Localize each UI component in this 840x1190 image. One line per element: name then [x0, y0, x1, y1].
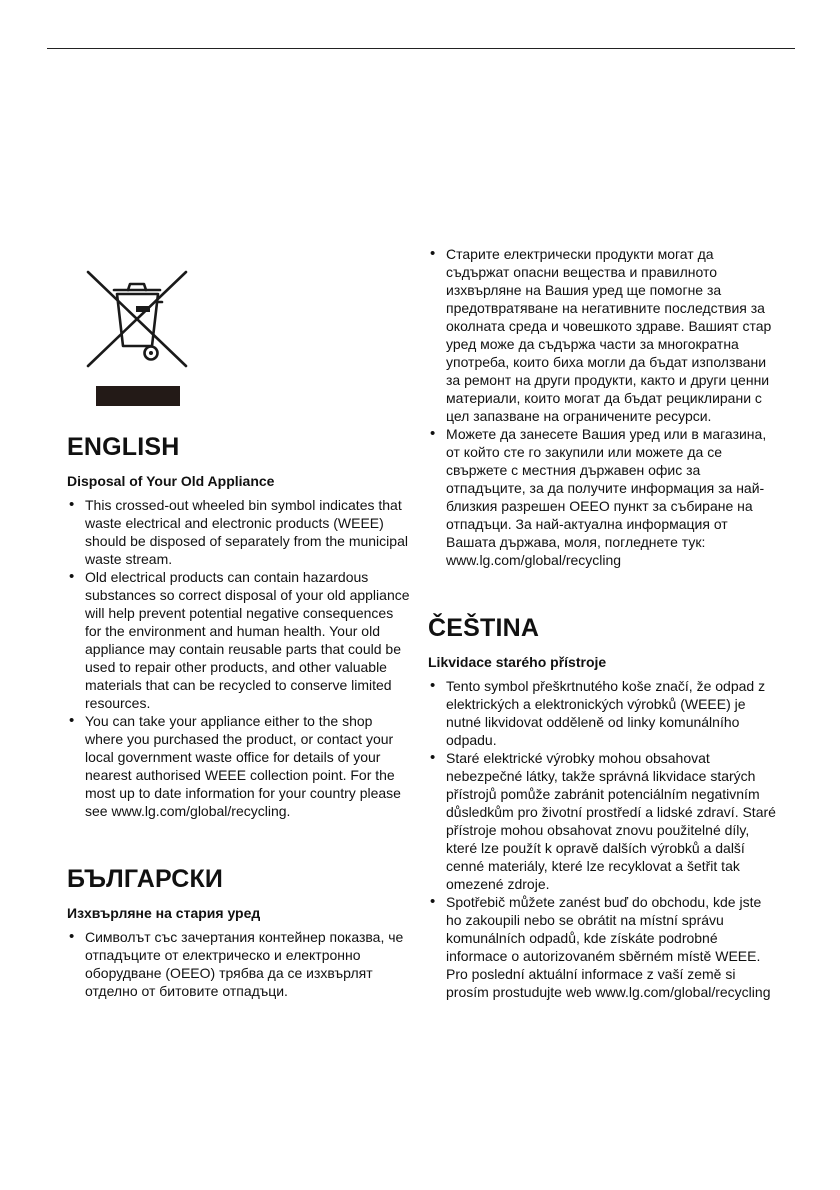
list-item: • You can take your appliance either to the shop where you purchased the product, or contact your local government waste office for details of your nearest authorised WEEE collection point. For the most up to date information for your country please see www.lg.com/global/recycling.: [67, 712, 412, 820]
czech-subtitle: Likvidace starého přístroje: [428, 654, 607, 670]
list-item: • Old electrical products can contain hazardous substances so correct disposal of your old appliance will help prevent potential negative consequences for the environment and human health. Your old appliance may contain reusable parts that could be used to repair other products, and other valuable materials that can be recycled to conserve limited resources.: [67, 568, 412, 712]
list-item: • Spotřebič můžete zanést buď do obchodu, kde jste ho zakoupili nebo se obrátit na místní správu komunálních odpadů, kde získáte podrobné informace o autorizovaném sběrném místě WEEE. Pro poslední aktuální informace z vaší země si prosím prostudujte web www.lg.com/global/recycling: [428, 893, 780, 1001]
bulgarian-bullet-list: [67, 928, 412, 1000]
list-item: • This crossed-out wheeled bin symbol indicates that waste electrical and electronic products (WEEE) should be disposed of separately from the municipal waste stream.: [67, 496, 412, 568]
bulgarian-heading: БЪЛГАРСКИ: [67, 865, 224, 893]
czech-bullet-list: [428, 677, 780, 1001]
section-english: [67, 432, 412, 820]
english-heading: ENGLISH: [67, 433, 180, 461]
section-bulgarian: [67, 864, 412, 1000]
weee-crossed-bin-symbol: [84, 268, 192, 408]
english-bullet-list: [67, 496, 412, 820]
list-item: • Символът със зачертания контейнер показва, че отпадъците от електрическо и електронно оборудване (ОЕЕО) трябва да се изхвърлят отделно от битовите отпадъци.: [67, 928, 412, 1000]
list-item: • Tento symbol přeškrtnutého koše značí, že odpad z elektrických a elektronických výrobků (WEEE) je nutné likvidovat odděleně od linky komunálního odpadu.: [428, 677, 780, 749]
english-subtitle: Disposal of Your Old Appliance: [67, 473, 275, 489]
bulgarian-subtitle: Изхвърляне на стария уред: [67, 905, 261, 921]
section-czech: [428, 613, 780, 1001]
list-item: • Старите електрически продукти могат да съдържат опасни вещества и правилното изхвърляне на Вашия уред ще помогне за предотвратяване на негативните последствия за околната среда и човешкото здраве. Вашият стар уред може да съдържа части за многократна употреба, които биха могли да бъдат използвани за ремонт на други продукти, както и други ценни материали, които могат да бъдат рециклирани с цел запазване на ограничените ресурси.: [428, 245, 780, 425]
right-column: [428, 245, 780, 1001]
left-column: [67, 432, 412, 1000]
bulgarian-bullet-list-continued: [428, 245, 780, 569]
list-item: • Можете да занесете Вашия уред или в магазина, от който сте го закупили или можете да се свържете с местния държавен офис за отпадъците, за да получите информация за най-близкия разрешен ОЕЕО пункт за събиране на отпадъци. За най-актуална информация от Вашата държава, моля, погледнете тук: www.lg.com/global/recycling: [428, 425, 780, 569]
weee-bar: [96, 386, 180, 406]
top-rule: [47, 48, 795, 49]
czech-heading: ČEŠTINA: [428, 614, 540, 642]
crossed-out-wheeled-bin-icon: [84, 268, 192, 386]
list-item: • Staré elektrické výrobky mohou obsahovat nebezpečné látky, takže správná likvidace starých přístrojů pomůže zabránit potenciálním negativním důsledkům pro životní prostředí a lidské zdraví. Staré přístroje mohou obsahovat znovu použitelné díly, které lze použít k opravě dalších výrobků a další cenné materiály, které lze recyklovat a šetřit tak omezené zdroje.: [428, 749, 780, 893]
